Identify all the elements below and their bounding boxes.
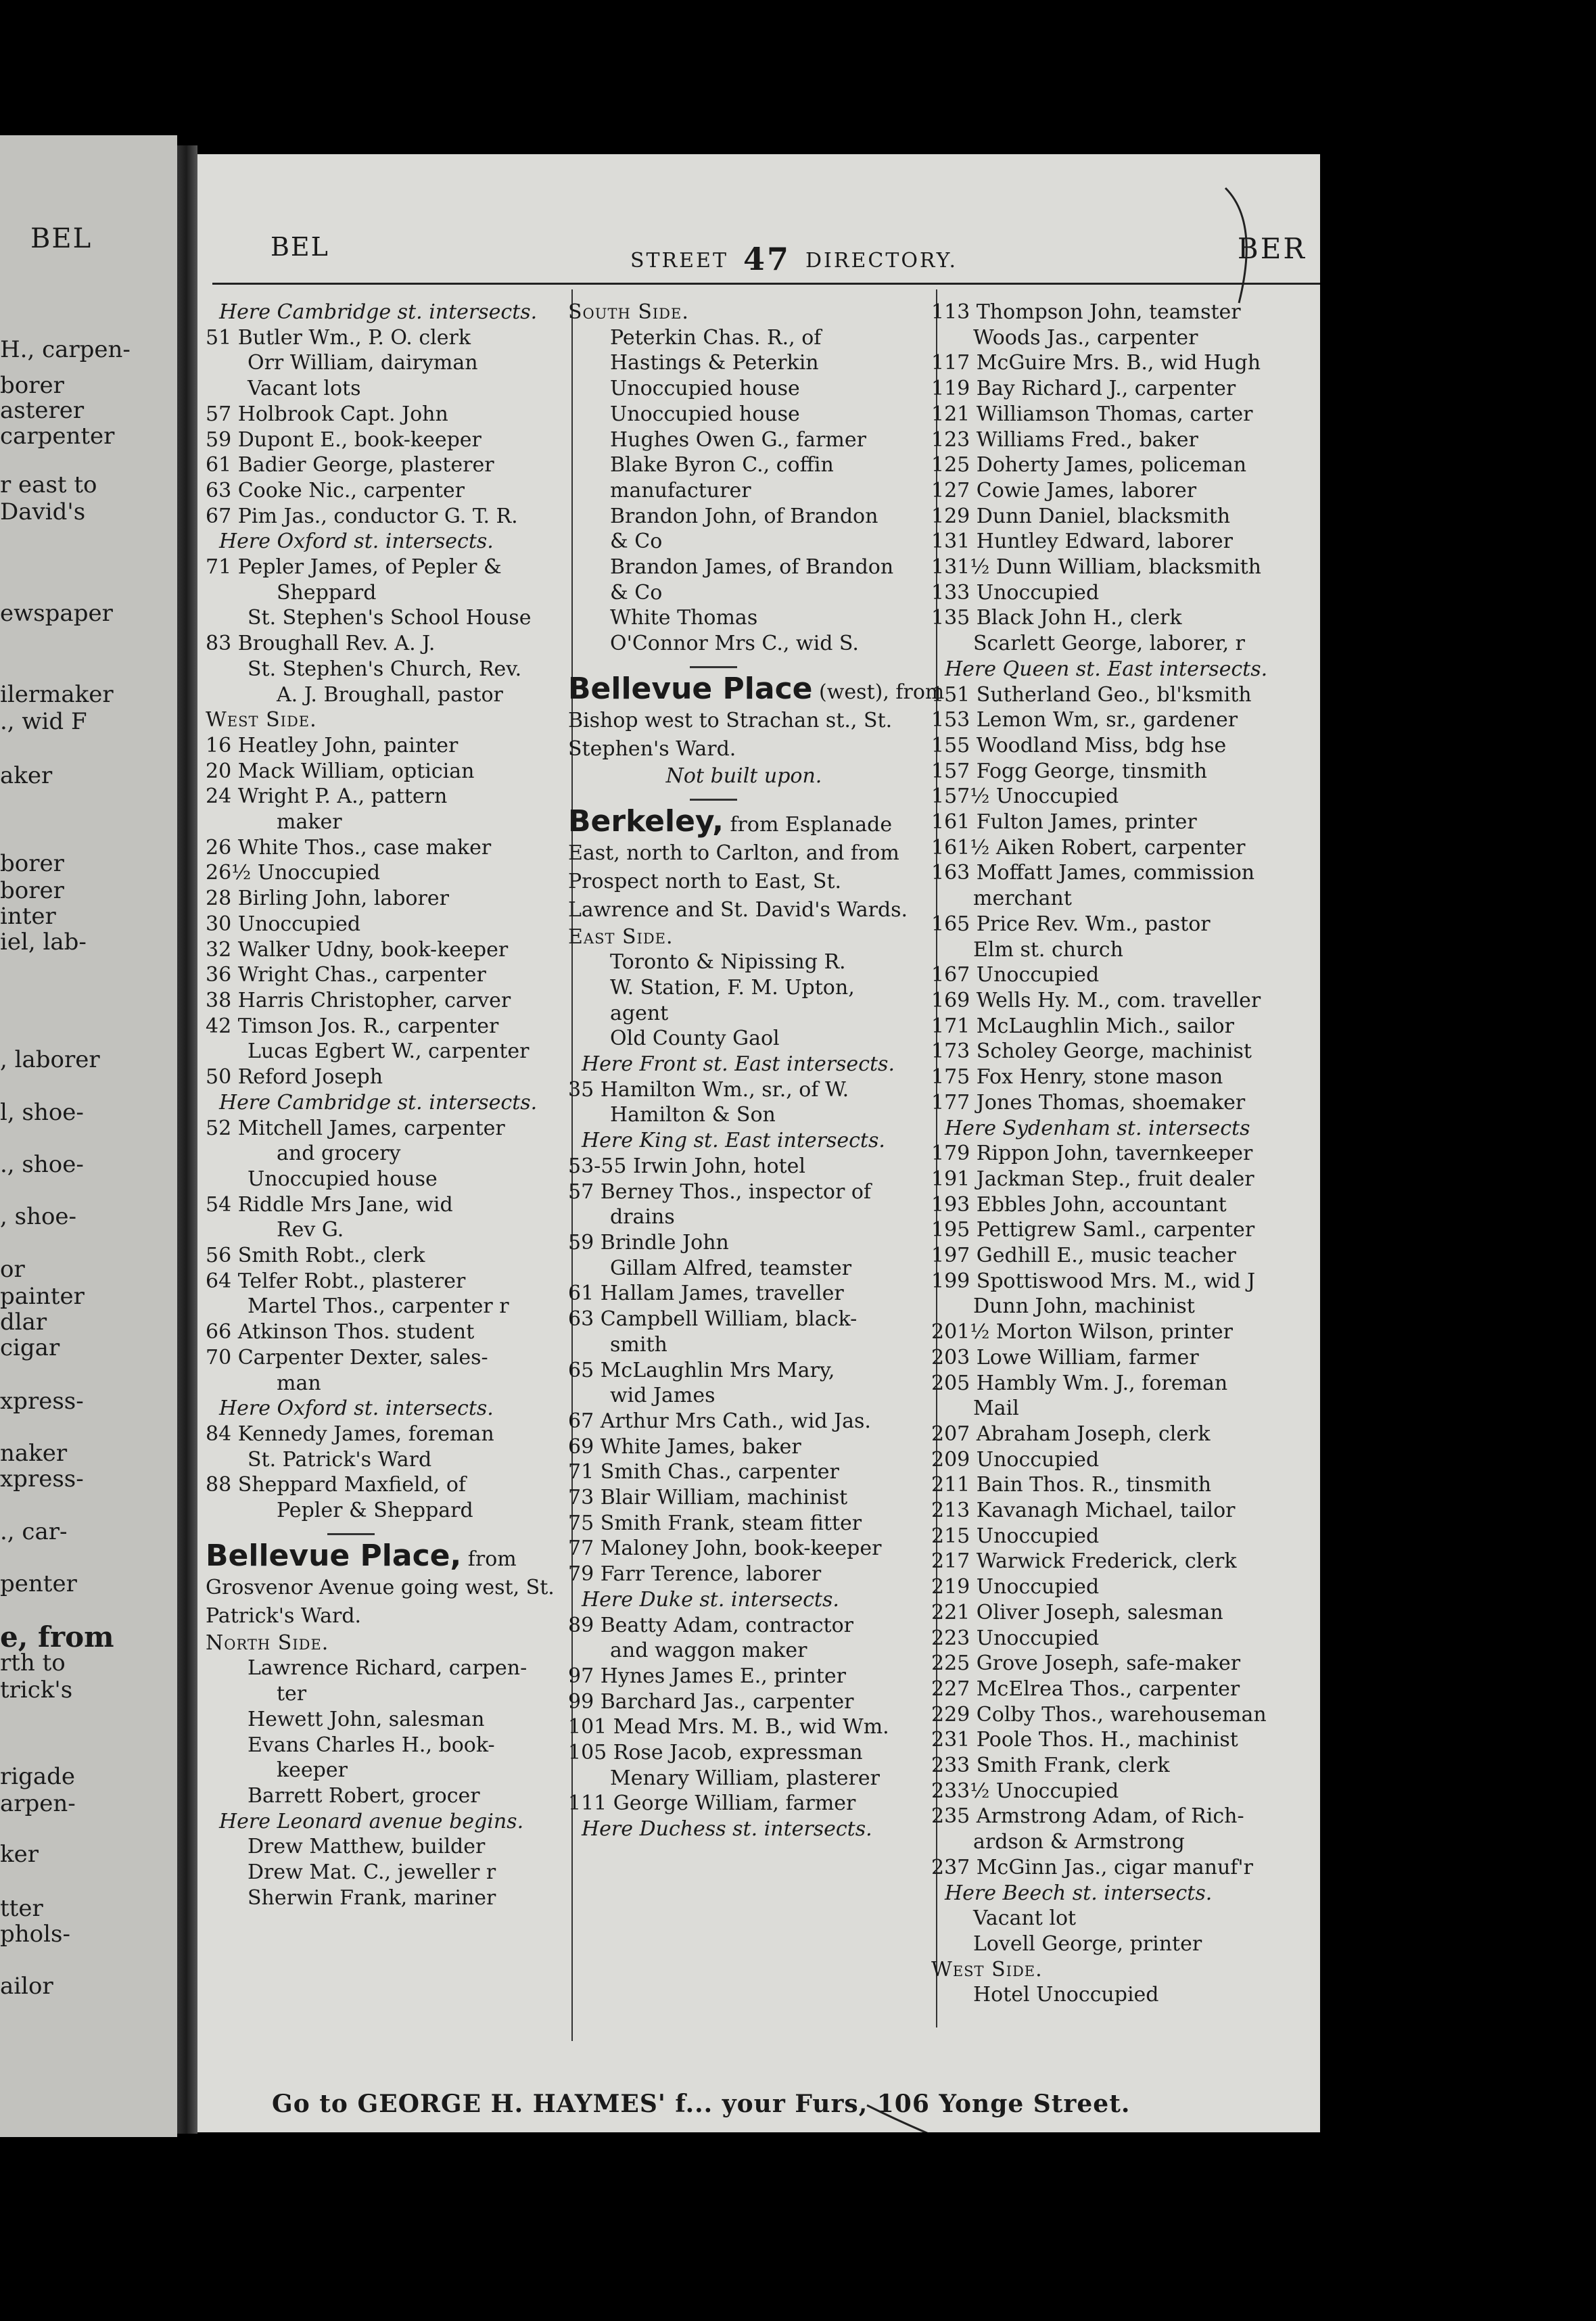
directory-entry: 209 Unoccupied	[931, 1447, 1100, 1472]
directory-entry: manufacturer	[610, 478, 751, 502]
directory-entry: Barrett Robert, grocer	[248, 1783, 480, 1808]
directory-entry: 67 Pim Jas., conductor G. T. R.	[206, 504, 518, 528]
directory-entry: 57 Holbrook Capt. John	[206, 402, 448, 426]
directory-entry: 26 White Thos., case maker	[206, 835, 492, 860]
directory-entry: 179 Rippon John, tavernkeeper	[931, 1142, 1253, 1166]
directory-entry: Old County Gaol	[610, 1027, 780, 1051]
directory-entry: and waggon maker	[610, 1639, 807, 1663]
directory-entry: O'Connor Mrs C., wid S.	[610, 632, 859, 656]
directory-entry: 61 Badier George, plasterer	[206, 453, 494, 477]
directory-entry: 89 Beatty Adam, contractor	[568, 1613, 853, 1637]
directory-entry: 50 Reford Joseph	[206, 1065, 383, 1089]
left-page-fragment-line: phols-	[0, 1921, 70, 1948]
directory-entry: 225 Grove Joseph, safe-maker	[931, 1651, 1241, 1676]
directory-entry: 227 McElrea Thos., carpenter	[931, 1677, 1240, 1701]
intersection-note: Here Oxford st. intersects.	[219, 530, 494, 554]
street-name: Bellevue Place,	[206, 1538, 462, 1573]
left-page-fragment-line: , shoe-	[0, 1203, 77, 1230]
directory-entry: 221 Oliver Joseph, salesman	[931, 1600, 1223, 1624]
directory-entry: 153 Lemon Wm, sr., gardener	[931, 708, 1238, 732]
left-page-fragment-line: or	[0, 1256, 25, 1283]
directory-entry: Evans Charles H., book-	[248, 1733, 495, 1757]
directory-entry: 213 Kavanagh Michael, tailor	[931, 1499, 1236, 1523]
directory-entry: 83 Broughall Rev. A. J.	[206, 632, 436, 656]
directory-entry: 30 Unoccupied	[206, 912, 361, 936]
directory-entry: Hotel Unoccupied	[973, 1983, 1159, 2007]
directory-entry: 219 Unoccupied	[931, 1575, 1100, 1599]
directory-entry: 233 Smith Frank, clerk	[931, 1754, 1170, 1778]
left-page-fragment-line: borer	[0, 372, 64, 399]
directory-entry: 131½ Dunn William, blacksmith	[931, 555, 1261, 580]
directory-entry: 119 Bay Richard J., carpenter	[931, 377, 1236, 401]
directory-entry: 101 Mead Mrs. M. B., wid Wm.	[568, 1715, 889, 1739]
left-page-fragment-line: dlar	[0, 1309, 47, 1336]
directory-entry: Rev G.	[277, 1218, 344, 1242]
left-page-fragment-line: borer	[0, 877, 64, 904]
directory-entry: 64 Telfer Robt., plasterer	[206, 1269, 466, 1293]
directory-entry: 97 Hynes James E., printer	[568, 1664, 846, 1688]
directory-entry: 88 Sheppard Maxfield, of	[206, 1473, 467, 1497]
directory-entry: White Thomas	[610, 606, 758, 630]
directory-entry: Toronto & Nipissing R.	[610, 950, 846, 975]
directory-entry: 175 Fox Henry, stone mason	[931, 1065, 1223, 1089]
left-page-fragment-line: painter	[0, 1283, 85, 1310]
directory-entry: 177 Jones Thomas, shoemaker	[931, 1090, 1246, 1115]
directory-entry: 157 Fogg George, tinsmith	[931, 759, 1207, 783]
directory-entry: Hewett John, salesman	[248, 1707, 485, 1731]
directory-entry: 35 Hamilton Wm., sr., of W.	[568, 1077, 849, 1102]
directory-entry: Martel Thos., carpenter r	[248, 1294, 509, 1319]
left-page-fragment-line: trick's	[0, 1677, 73, 1704]
directory-entry: 173 Scholey George, machinist	[931, 1039, 1252, 1064]
directory-entry: 113 Thompson John, teamster	[931, 300, 1241, 324]
directory-entry: Peterkin Chas. R., of	[610, 325, 822, 350]
left-page-fragment-line: arpen-	[0, 1790, 76, 1817]
directory-entry: 211 Bain Thos. R., tinsmith	[931, 1473, 1212, 1497]
left-page-header: BEL	[30, 223, 93, 254]
directory-entry: Vacant lot	[973, 1906, 1077, 1931]
directory-entry: 117 McGuire Mrs. B., wid Hugh	[931, 351, 1261, 375]
directory-entry: Unoccupied house	[610, 402, 800, 426]
intersection-note: Here Cambridge st. intersects.	[219, 300, 538, 324]
directory-entry: 195 Pettigrew Saml., carpenter	[931, 1218, 1255, 1242]
left-page-fragment-line: tter	[0, 1895, 43, 1922]
directory-entry: man	[277, 1371, 321, 1395]
directory-entry: 203 Lowe William, farmer	[931, 1345, 1199, 1369]
directory-entry: Sherwin Frank, mariner	[248, 1885, 496, 1910]
directory-entry: 52 Mitchell James, carpenter	[206, 1116, 505, 1140]
directory-entry: 129 Dunn Daniel, blacksmith	[931, 504, 1231, 528]
directory-entry: St. Stephen's Church, Rev.	[248, 657, 522, 681]
street-heading	[206, 1538, 584, 1631]
left-page-fragment-line: aker	[0, 762, 53, 789]
directory-entry: 38 Harris Christopher, carver	[206, 988, 511, 1012]
intersection-note: Here King st. East intersects.	[582, 1129, 885, 1153]
left-page-fragment-line: ., car-	[0, 1518, 68, 1545]
directory-entry: 197 Gedhill E., music teacher	[931, 1244, 1236, 1268]
book-spine	[177, 145, 197, 2134]
directory-entry: 54 Riddle Mrs Jane, wid	[206, 1192, 453, 1217]
directory-entry: 42 Timson Jos. R., carpenter	[206, 1014, 499, 1038]
directory-entry: 51 Butler Wm., P. O. clerk	[206, 325, 471, 350]
directory-entry: 233½ Unoccupied	[931, 1779, 1119, 1803]
directory-entry: Lawrence Richard, carpen-	[248, 1656, 527, 1681]
directory-entry: 26½ Unoccupied	[206, 861, 381, 885]
side-heading: West Side.	[206, 708, 317, 732]
directory-entry: 171 McLaughlin Mich., sailor	[931, 1014, 1234, 1038]
directory-entry: 127 Cowie James, laborer	[931, 478, 1197, 502]
directory-entry: 111 George William, farmer	[568, 1791, 856, 1816]
directory-entry: smith	[610, 1332, 667, 1357]
directory-entry: Woods Jas., carpenter	[973, 325, 1198, 350]
directory-entry: 217 Warwick Frederick, clerk	[931, 1549, 1237, 1574]
side-heading: East Side.	[568, 924, 674, 949]
left-page-fragment-line: e, from	[0, 1620, 114, 1654]
left-page-fragment-line: xpress-	[0, 1466, 84, 1493]
directory-entry: 235 Armstrong Adam, of Rich-	[931, 1804, 1244, 1829]
column-2	[568, 300, 947, 1842]
intersection-note: Here Front st. East intersects.	[582, 1052, 895, 1077]
directory-entry: St. Stephen's School House	[248, 606, 532, 630]
directory-entry: & Co	[610, 580, 663, 605]
left-page-fragment-line: H., carpen-	[0, 336, 131, 363]
directory-entry: 231 Poole Thos. H., machinist	[931, 1728, 1238, 1752]
directory-entry: Mail	[973, 1397, 1019, 1421]
left-page-fragment-line: ilermaker	[0, 681, 114, 708]
directory-entry: 67 Arthur Mrs Cath., wid Jas.	[568, 1409, 871, 1433]
directory-entry: Brandon James, of Brandon	[610, 555, 894, 580]
directory-entry: 105 Rose Jacob, expressman	[568, 1741, 863, 1765]
intersection-note: Here Duke st. intersects.	[582, 1587, 839, 1612]
directory-entry: 165 Price Rev. Wm., pastor	[931, 912, 1211, 936]
directory-entry: agent	[610, 1001, 669, 1025]
directory-entry: Gillam Alfred, teamster	[610, 1256, 852, 1280]
left-page-fragment-line: ., wid F	[0, 708, 87, 735]
directory-entry: 36 Wright Chas., carpenter	[206, 963, 486, 987]
directory-entry: 125 Doherty James, policeman	[931, 453, 1247, 477]
directory-entry: 193 Ebbles John, accountant	[931, 1192, 1227, 1217]
left-page-fragment-line: rigade	[0, 1763, 76, 1790]
directory-entry: 63 Cooke Nic., carpenter	[206, 478, 465, 502]
directory-entry: 151 Sutherland Geo., bl'ksmith	[931, 682, 1252, 707]
directory-entry: drains	[610, 1205, 675, 1229]
ink-mark-top-right	[1212, 181, 1293, 316]
directory-entry: 191 Jackman Step., fruit dealer	[931, 1167, 1254, 1191]
left-page-fragment-line: r east to	[0, 471, 97, 498]
directory-entry: 28 Birling John, laborer	[206, 887, 449, 911]
intersection-note: Here Duchess st. intersects.	[582, 1817, 872, 1842]
directory-entry: 57 Berney Thos., inspector of	[568, 1179, 872, 1204]
left-page-fragment-line: xpress-	[0, 1388, 84, 1415]
directory-entry: merchant	[973, 887, 1072, 911]
left-page-fragment-line: iel, lab-	[0, 929, 87, 956]
directory-entry: Hastings & Peterkin	[610, 351, 819, 375]
directory-entry: 59 Brindle John	[568, 1230, 729, 1255]
directory-entry: 61 Hallam James, traveller	[568, 1282, 844, 1306]
left-page-fragment-line: inter	[0, 903, 56, 930]
directory-entry: Brandon John, of Brandon	[610, 504, 878, 528]
street-heading	[568, 671, 947, 764]
intersection-note: Here Oxford st. intersects.	[219, 1397, 494, 1421]
directory-entry: Dunn John, machinist	[973, 1294, 1195, 1319]
directory-entry: 63 Campbell William, black-	[568, 1307, 858, 1332]
street-description: from Esplanade East, north to Carlton, and from Prospect north to East, St. Lawrence and St. David's Wards.	[568, 812, 908, 922]
left-page-fragment-line: , laborer	[0, 1046, 100, 1073]
column-3	[931, 300, 1320, 2008]
directory-entry: 79 Farr Terence, laborer	[568, 1562, 822, 1587]
directory-entry: maker	[277, 810, 342, 835]
directory-entry: 215 Unoccupied	[931, 1524, 1100, 1548]
directory-entry: 65 McLaughlin Mrs Mary,	[568, 1358, 835, 1382]
side-heading: North Side.	[206, 1631, 329, 1655]
directory-entry: Vacant lots	[248, 377, 361, 401]
side-heading: West Side.	[931, 1957, 1043, 1982]
street-description: (west), from Bishop west to Strachan st., St. Stephen's Ward.	[568, 680, 945, 761]
directory-entry: Orr William, dairyman	[248, 351, 478, 375]
directory-entry: St. Patrick's Ward	[248, 1447, 432, 1472]
left-page-fragment-line: ker	[0, 1841, 39, 1868]
directory-entry: wid James	[610, 1384, 715, 1408]
street-description: from Grosvenor Avenue going west, St. Patrick's Ward.	[206, 1547, 555, 1628]
directory-page	[197, 154, 1320, 2132]
directory-entry: Blake Byron C., coffin	[610, 453, 834, 477]
left-page-fragment-line: penter	[0, 1570, 77, 1597]
directory-entry: 121 Williamson Thomas, carter	[931, 402, 1253, 426]
directory-entry: 75 Smith Frank, steam fitter	[568, 1511, 862, 1535]
left-page-fragment-line: borer	[0, 850, 64, 877]
left-page-fragment-line: l, shoe-	[0, 1099, 84, 1126]
directory-entry: 237 McGinn Jas., cigar manuf'r	[931, 1855, 1254, 1879]
directory-entry: Pepler & Sheppard	[277, 1499, 473, 1523]
intersection-note: Here Queen st. East intersects.	[945, 657, 1268, 681]
intersection-note: Here Beech st. intersects.	[945, 1881, 1213, 1905]
intersection-note: Here Leonard avenue begins.	[219, 1809, 524, 1833]
section-separator	[327, 1533, 375, 1535]
directory-entry: 66 Atkinson Thos. student	[206, 1320, 475, 1344]
directory-entry: keeper	[277, 1758, 348, 1783]
running-head-directory: DIRECTORY.	[805, 249, 958, 273]
directory-entry: ter	[277, 1682, 307, 1706]
directory-entry: 161 Fulton James, printer	[931, 810, 1197, 835]
directory-entry: Scarlett George, laborer, r	[973, 632, 1246, 656]
left-page-fragment-line: carpenter	[0, 423, 115, 450]
directory-entry: 205 Hambly Wm. J., foreman	[931, 1371, 1228, 1395]
left-page-fragment-line: ailor	[0, 1973, 53, 2000]
running-head-right: BER	[1237, 232, 1307, 265]
directory-entry: Sheppard	[277, 580, 377, 605]
directory-entry: 71 Pepler James, of Pepler &	[206, 555, 502, 580]
left-page-fragment	[0, 135, 177, 2137]
directory-entry: Elm st. church	[973, 937, 1123, 962]
left-page-fragment-line: rth to	[0, 1649, 66, 1677]
section-separator	[690, 799, 737, 801]
directory-entry: 169 Wells Hy. M., com. traveller	[931, 988, 1261, 1012]
directory-entry: 20 Mack William, optician	[206, 759, 475, 783]
directory-entry: 16 Heatley John, painter	[206, 733, 459, 757]
directory-entry: 223 Unoccupied	[931, 1626, 1100, 1650]
left-page-fragment-line: ewspaper	[0, 600, 113, 627]
directory-entry: Hughes Owen G., farmer	[610, 427, 866, 452]
directory-entry: 73 Blair William, machinist	[568, 1486, 848, 1510]
running-head-street: STREET	[630, 249, 728, 273]
directory-entry: 56 Smith Robt., clerk	[206, 1244, 425, 1268]
directory-entry: 77 Maloney John, book-keeper	[568, 1537, 882, 1561]
directory-entry: 167 Unoccupied	[931, 963, 1100, 987]
directory-entry: 133 Unoccupied	[931, 580, 1100, 605]
left-page-fragment-line: David's	[0, 498, 86, 525]
left-page-fragment-line: ., shoe-	[0, 1151, 84, 1178]
directory-entry: Menary William, plasterer	[610, 1766, 880, 1790]
ink-mark-bottom	[860, 2102, 955, 2132]
intersection-note: Not built upon.	[665, 764, 822, 788]
directory-entry: 201½ Morton Wilson, printer	[931, 1320, 1233, 1344]
footer-advertisement: Go to GEORGE H. HAYMES' f... your Furs, 106 Yonge Street.	[272, 2090, 1131, 2118]
street-name: Bellevue Place	[568, 671, 813, 706]
side-heading: South Side.	[568, 300, 689, 324]
column-1	[206, 300, 584, 1910]
directory-entry: Lucas Egbert W., carpenter	[248, 1039, 530, 1064]
directory-entry: 99 Barchard Jas., carpenter	[568, 1689, 854, 1714]
directory-entry: Drew Matthew, builder	[248, 1835, 486, 1859]
directory-entry: 199 Spottiswood Mrs. M., wid J	[931, 1269, 1256, 1293]
directory-entry: 84 Kennedy James, foreman	[206, 1422, 494, 1446]
directory-entry: Drew Mat. C., jeweller r	[248, 1860, 496, 1885]
section-separator	[690, 666, 737, 668]
intersection-note: Here Sydenham st. intersects	[945, 1116, 1250, 1140]
directory-entry: 135 Black John H., clerk	[931, 606, 1182, 630]
directory-entry: 71 Smith Chas., carpenter	[568, 1460, 839, 1484]
directory-entry: 157½ Unoccupied	[931, 784, 1119, 809]
directory-entry: 32 Walker Udny, book-keeper	[206, 937, 509, 962]
directory-entry: ardson & Armstrong	[973, 1830, 1185, 1854]
left-page-fragment-line: asterer	[0, 397, 85, 424]
street-name: Berkeley,	[568, 803, 724, 839]
header-rule	[212, 283, 1320, 285]
running-head-center	[630, 241, 958, 277]
directory-entry: 69 White James, baker	[568, 1434, 801, 1459]
directory-entry: Unoccupied house	[610, 377, 800, 401]
directory-entry: 70 Carpenter Dexter, sales-	[206, 1345, 488, 1369]
directory-entry: A. J. Broughall, pastor	[277, 682, 503, 707]
directory-entry: W. Station, F. M. Upton,	[610, 975, 855, 1000]
directory-entry: Hamilton & Son	[610, 1103, 776, 1127]
running-head-left: BEL	[271, 232, 329, 262]
directory-entry: & Co	[610, 530, 663, 554]
directory-entry: 161½ Aiken Robert, carpenter	[931, 835, 1246, 860]
directory-entry: 123 Williams Fred., baker	[931, 427, 1198, 452]
directory-entry: 24 Wright P. A., pattern	[206, 784, 448, 809]
directory-entry: 131 Huntley Edward, laborer	[931, 530, 1233, 554]
left-page-fragment-line: naker	[0, 1440, 68, 1467]
directory-entry: 59 Dupont E., book-keeper	[206, 427, 482, 452]
left-page-fragment-line: cigar	[0, 1334, 60, 1361]
intersection-note: Here Cambridge st. intersects.	[219, 1090, 538, 1115]
page-number: 47	[743, 241, 791, 277]
directory-entry: 163 Moffatt James, commission	[931, 861, 1255, 885]
street-heading	[568, 803, 947, 924]
directory-entry: 155 Woodland Miss, bdg hse	[931, 733, 1227, 757]
directory-entry: 207 Abraham Joseph, clerk	[931, 1422, 1211, 1446]
directory-entry: 229 Colby Thos., warehouseman	[931, 1702, 1267, 1727]
directory-entry: Unoccupied house	[248, 1167, 438, 1191]
directory-entry: 53-55 Irwin John, hotel	[568, 1154, 805, 1178]
directory-entry: Lovell George, printer	[973, 1932, 1202, 1956]
directory-entry: and grocery	[277, 1142, 401, 1166]
